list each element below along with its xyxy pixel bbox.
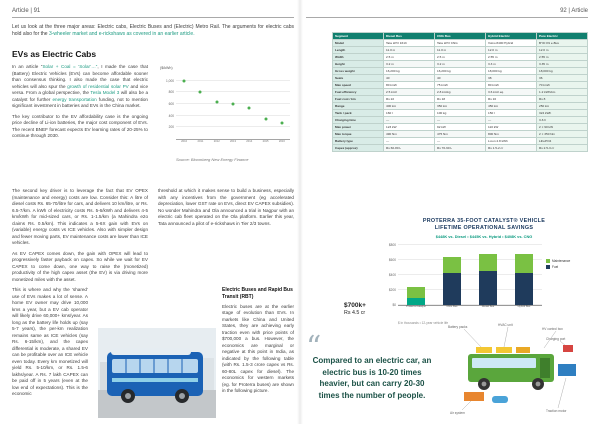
paragraph: The second key driver is to leverage the fact that EV OPEX (maintenance and energy) costs are low. Consider this: A litre of diesel costs Rs. 65-70/litre for cars, and delivers 10 km/litre, or Rs. 6.5-7/km. A kWh of electricity costs Rs. 5-6/kWh and delivers 4-5 km/kWh for mid-sized cars, or Rs. 1-1.5/km (a Mahindra e2o claims Rs. 0.5/km). This indicates a 5-6X gain with EVs on (variable) energy costs vs ICE vehicles. Also with simpler design and fewer moving parts, EV maintenance costs are lower than ICE vehicles. — [12, 188, 148, 246]
table-head — [333, 33, 588, 40]
cost-note-rupees: Rs 4.5 cr — [344, 310, 366, 316]
data-point — [183, 79, 186, 82]
table-header-cell: Pure Electric — [537, 33, 588, 40]
table-cell: 160 l — [384, 110, 435, 117]
table-cell: 324 kWh — [537, 110, 588, 117]
table-cell: 18,000 kg — [486, 68, 537, 75]
proterra-savings-chart — [380, 243, 588, 319]
table-cell: 3.3 m — [486, 61, 537, 68]
table-cell: 2.55 m — [537, 54, 588, 61]
table-cell: Li-ion 4.8 kWh — [486, 138, 537, 145]
table-cell: — — [384, 138, 435, 145]
table-cell: 80 km/h — [486, 82, 537, 89]
pull-quote-text: Compared to an electric car, an electric bus is 10-20 times heavier, but can carry 20-30 times the number of people. — [312, 356, 432, 400]
table-cell: 3.6 km/l eq. — [486, 89, 537, 96]
table-cell: 92 kW — [435, 124, 486, 131]
bar-segment — [515, 254, 533, 274]
chart-y-axis-label: ($/kWh) — [160, 66, 173, 70]
table-header-cell: Hybrid Electric — [486, 33, 537, 40]
table-cell: 800 Nm — [486, 131, 537, 138]
table-cell: 12.0 m — [486, 47, 537, 54]
table-row — [333, 54, 588, 61]
table-cell: 2.8 km/kg — [435, 89, 486, 96]
x-tick-label: 2013 — [230, 140, 236, 143]
inline-link[interactable]: energy transportation — [52, 96, 97, 102]
table-cell: 3.2 m — [384, 61, 435, 68]
quote-mark-icon: “ — [306, 330, 322, 365]
table-cell: 12.0 m — [537, 47, 588, 54]
table-row — [333, 96, 588, 103]
table-cell: 2 × 350 Nm — [537, 131, 588, 138]
bar-segment — [443, 257, 461, 273]
y-tick-label: $600 — [388, 258, 396, 263]
page-header-right — [306, 8, 588, 18]
table-cell: 40 — [435, 75, 486, 82]
table-cell: — — [486, 117, 537, 124]
legend-entry — [546, 265, 586, 269]
x-category-label: Hybrid Bus — [517, 305, 531, 309]
y-tick-label: 1,000 — [166, 78, 174, 83]
table-cell: 38 — [486, 75, 537, 82]
left-page — [12, 6, 294, 418]
section-mini-heading: Electric Buses and Rapid Bus Transit (RBT) — [222, 287, 293, 300]
table-cell: 350 km — [435, 103, 486, 110]
narrow-text-beside-photo — [12, 287, 88, 398]
legend-swatch — [546, 259, 550, 263]
table-cell: Rs 16 — [486, 96, 537, 103]
paragraph: The key contributor to the EV affordability case is the ongoing price decline of Li-ion batteries, the major cost component of EVs. The recent BNEF forecast expects EV learning rates of 20-25% to continue through 2030. — [12, 113, 148, 139]
proterra-savings-line: $448K vs. Diesel • $445K vs. Hybrid • $408K vs. CNG — [435, 234, 533, 240]
x-tick-label: 2011 — [197, 140, 204, 143]
right-page — [306, 6, 588, 418]
table-cell: Battery type — [333, 138, 384, 145]
table-cell: 16,200 kg — [435, 68, 486, 75]
table-cell: Seats — [333, 75, 384, 82]
y-tick-label: $400 — [388, 273, 396, 278]
page-header-left — [12, 8, 294, 18]
page-number-right: 92 | Article — [560, 8, 588, 14]
table-cell: — — [435, 138, 486, 145]
table-row — [333, 117, 588, 124]
body-column-1 — [12, 64, 148, 184]
text-run: funding, not to mention significant investment in batteries and EVs in the China market. — [12, 96, 148, 109]
cost-note — [344, 302, 366, 316]
x-category-label: CNG Bus — [446, 305, 458, 309]
table-row — [333, 138, 588, 145]
gridline — [176, 91, 290, 92]
table-cell: 11.0 m — [384, 47, 435, 54]
x-category-label: Diesel Bus — [481, 305, 495, 309]
bar-segment — [407, 298, 425, 305]
table-cell: Fuel efficiency — [333, 89, 384, 96]
inline-link[interactable]: Solar + Coal = ‘Solar’…” — [42, 64, 98, 69]
table-cell: 2.5 m — [384, 54, 435, 61]
table-header-cell: Segment — [333, 33, 384, 40]
table-cell: 123 kW — [384, 124, 435, 131]
table-row — [333, 61, 588, 68]
table-row — [333, 110, 588, 117]
table-cell: 3-6 h — [537, 117, 588, 124]
table-row — [333, 124, 588, 131]
chart-plot-area — [166, 75, 290, 143]
table-cell: LiFePO4 — [537, 138, 588, 145]
gridline — [176, 126, 290, 127]
diagram-label: Air system — [450, 411, 465, 415]
table-cell: Tata LPO CNG — [435, 40, 486, 47]
paragraph: Electric buses are at the earlier stage of evolution than EVs. In markets like China and United States, they are achieving early traction even with price points of $700,000 a bus. However, the economics are marginal or negative at this point in India, as indicated by the following table (with Rs. 1.5-3 crore capex vs Rs. 60-80L capex for diesel). The economics for western markets (eg. for Proterra buses) are shown in the following picture. — [222, 303, 294, 394]
table-cell: 2.5 km/l — [384, 89, 435, 96]
y-tick-label: $200 — [388, 288, 396, 293]
table-cell: 250 km — [537, 103, 588, 110]
x-tick-label: 2010 — [181, 140, 188, 143]
table-cell: 100 kg — [435, 110, 486, 117]
bar-segment — [479, 271, 497, 305]
intro-text: Let us look at the three major areas: Electric cabs, Electric Buses and (Electric) Metro Rail. The arguments for electric cabs hold also for the — [12, 24, 294, 38]
table-row — [333, 68, 588, 75]
y-tick-label: 400 — [168, 113, 174, 118]
table-cell: 40 — [384, 75, 435, 82]
chart-legend — [546, 259, 586, 271]
table-cell: 2.5 m — [435, 54, 486, 61]
proterra-title-line1: PROTERRA 35-FOOT CATALYST® VEHICLE — [422, 218, 546, 224]
narrow-text-right-of-photo — [222, 287, 294, 399]
chart-footnote: $ in thousands • 12-year vehicle life — [398, 321, 449, 326]
gridline — [398, 244, 542, 245]
table-cell: Range — [333, 103, 384, 110]
table-cell: Volvo 8400 Hybrid — [486, 40, 537, 47]
article-heading: EVs as Electric Cabs — [12, 49, 97, 59]
ebus-components-diagram — [446, 320, 588, 418]
inline-link[interactable]: growth of residential solar PV — [67, 83, 129, 89]
chart-plot-area — [388, 243, 542, 309]
table-cell: Gross weight — [333, 68, 384, 75]
table-cell: 36 — [537, 75, 588, 82]
x-tick-label: 2012 — [213, 140, 220, 143]
table-cell: Max speed — [333, 82, 384, 89]
table-cell: — — [435, 117, 486, 124]
page-gutter — [297, 0, 303, 424]
data-point — [280, 122, 283, 125]
y-tick-label: 800 — [168, 90, 174, 95]
data-point — [232, 103, 235, 106]
table-cell: 2 × 90 kW — [537, 124, 588, 131]
cost-note-dollars: $700k+ — [344, 302, 366, 309]
diagram-label: Charging port — [546, 337, 566, 341]
data-point — [199, 91, 202, 94]
electric-bus-photo — [98, 328, 216, 418]
intro-paragraph — [12, 24, 294, 39]
bar-segment — [479, 254, 497, 271]
bar-segment — [407, 287, 425, 297]
table-cell: Rs 22 — [384, 96, 435, 103]
table-cell: Tank / pack — [333, 110, 384, 117]
table-cell: Length — [333, 47, 384, 54]
table-cell: 490 Nm — [384, 131, 435, 138]
y-tick-label: 600 — [168, 102, 174, 107]
text-run: and vice versa. From a global perspective, the — [12, 83, 148, 96]
table-cell: Model — [333, 40, 384, 47]
table-cell: Max power — [333, 124, 384, 131]
legend-label: Maintenance — [552, 259, 571, 264]
x-tick-label: 2016 — [278, 140, 285, 143]
diagram-label: Traction motor — [546, 409, 567, 413]
y-tick-label: 200 — [168, 125, 174, 130]
data-point — [264, 117, 267, 120]
x-tick-label: 2015 — [262, 140, 269, 143]
legend-swatch — [546, 265, 550, 269]
paragraph: This is where and why the ‘shared’ use of EVs makes a lot of sense. A home EV owner may drive 10,000 kms a year, but a EV cab operator will likely drive 60,000+ kms/year. As long as the battery life holds up (say 5-7 years), the per-km realization remains same as ICE vehicles (say Rs. 6-15/km), and the capex differential is moderate, a shared EV can be profitable over an ICE vehicle even today. Every km monetized will yield Rs. 5-10/km, or Rs. 1.5-6 lakhs/year. A Rs. 7 lakh CAPEX can be paid off in 5 years (even at the low end of expectations). This is the economic — [12, 287, 88, 397]
legend-entry — [546, 259, 586, 263]
table-cell: 80 km/h — [384, 82, 435, 89]
diagram-label: HVAC unit — [498, 323, 513, 327]
text-run: will also be a catalyst for further — [12, 90, 149, 102]
table-cell: Rs 2.5-3 cr — [537, 145, 588, 152]
proterra-savings-block — [380, 218, 588, 325]
table-cell: — — [384, 117, 435, 124]
text-run: In an article “ — [12, 64, 43, 69]
table-cell: 450 km — [486, 103, 537, 110]
table-cell: 400 km — [384, 103, 435, 110]
bus-comparison-table — [332, 32, 588, 152]
table-row — [333, 82, 588, 89]
x-tick-label: 2014 — [246, 140, 253, 143]
table-row — [333, 47, 588, 54]
data-point — [215, 100, 218, 103]
legend-label: Fuel — [552, 265, 559, 270]
gridline — [176, 80, 290, 81]
table-cell: 11.0 m — [435, 47, 486, 54]
diagram-label: Battery packs — [448, 325, 468, 329]
table-cell: Max torque — [333, 131, 384, 138]
table-row — [333, 89, 588, 96]
table-header-cell: Diesel Bus — [384, 33, 435, 40]
table-cell: 110 kW — [486, 124, 537, 131]
upper-columns — [12, 64, 294, 184]
battery-price-chart — [158, 66, 294, 150]
table-cell: Rs 70-90 L — [435, 145, 486, 152]
bar-segment — [515, 273, 533, 305]
table-cell: 75 km/h — [435, 82, 486, 89]
battery-price-chart-block — [158, 64, 294, 184]
table-cell: 150 l — [486, 110, 537, 117]
y-tick-label: $0 — [392, 303, 396, 308]
bus-photo-graphic — [98, 328, 216, 418]
table-cell: Width — [333, 54, 384, 61]
intro-link[interactable]: 3-wheeler market and e-rickshaws as covered in an earlier article. — [48, 31, 195, 38]
proterra-title-line2: LIFETIME OPERATIONAL SAVINGS — [434, 225, 534, 232]
table-cell: 1.2 kWh/km — [537, 89, 588, 96]
table-cell: Tata LPO 1613 — [384, 40, 435, 47]
inline-link[interactable]: Tesla Model 3 — [90, 90, 120, 96]
table-cell: Rs 8 — [537, 96, 588, 103]
table-body — [333, 40, 588, 152]
text-run: , I made the case that (Battery) Electric Vehicles (EVs) can become affordable sooner than consensus thinking. I also made the case that electric vehicles will also spur the — [12, 64, 148, 89]
data-point — [248, 106, 251, 109]
y-tick-label: $800 — [388, 243, 396, 248]
table-cell: Rs 18 — [435, 96, 486, 103]
table-cell: 3.2 m — [435, 61, 486, 68]
pull-quote — [306, 330, 438, 401]
table-header-row — [333, 33, 588, 40]
paragraph: threshold at which it makes sense to build a business, especially with any incentives from the government (eg accelerated depreciation, lower GST rate on EVs, direct EV CAPEX subsidies). No wonder Mahindra and Ola announced a trial in Nagpur with an electric cab fleet operated on the Ola platform. Earlier this year, Tata announced a pilot of e-rickshaws in Tier 2/3 towns. — [158, 188, 294, 226]
table-cell: 2.55 m — [486, 54, 537, 61]
column-spacer — [158, 231, 294, 287]
table-row — [333, 145, 588, 152]
paragraph: As EV CAPEX comes down, the gain with OPEX will lead to progressively faster payback on capex. So while we wait for EV CAPEX to come down, one way to raise the (monetized) productivity of the high capex asset (the EV) is via driving more monetized miles with the asset. — [12, 250, 148, 282]
table-cell: 70 km/h — [537, 82, 588, 89]
bar-segment — [443, 273, 461, 305]
gridline — [176, 115, 290, 116]
table-cell: Rs 60-80 L — [384, 145, 435, 152]
table-cell: Height — [333, 61, 384, 68]
x-category-label: Proterra Catalyst — [406, 305, 426, 309]
table-cell: 475 Nm — [435, 131, 486, 138]
table-cell: BYD K9 e-Bus — [537, 40, 588, 47]
table-row — [333, 40, 588, 47]
table-row — [333, 131, 588, 138]
ebus-diagram-graphic — [446, 320, 588, 418]
table-cell: Capex (approx) — [333, 145, 384, 152]
diagram-label: HV control box — [542, 327, 563, 331]
table-cell: 18,000 kg — [537, 68, 588, 75]
table-cell: Rs 1.5-2 cr — [486, 145, 537, 152]
table-row — [333, 75, 588, 82]
table-cell: Charging time — [333, 117, 384, 124]
table-cell: Fuel cost / km — [333, 96, 384, 103]
table-row — [333, 103, 588, 110]
page-number-left: Article | 91 — [12, 8, 41, 14]
chart-source: Source: Bloomberg New Energy Finance — [176, 157, 249, 162]
table-cell: 3.35 m — [537, 61, 588, 68]
paragraph — [12, 64, 148, 110]
table-header-cell: CNG Bus — [435, 33, 486, 40]
table-cell: 16,200 kg — [384, 68, 435, 75]
